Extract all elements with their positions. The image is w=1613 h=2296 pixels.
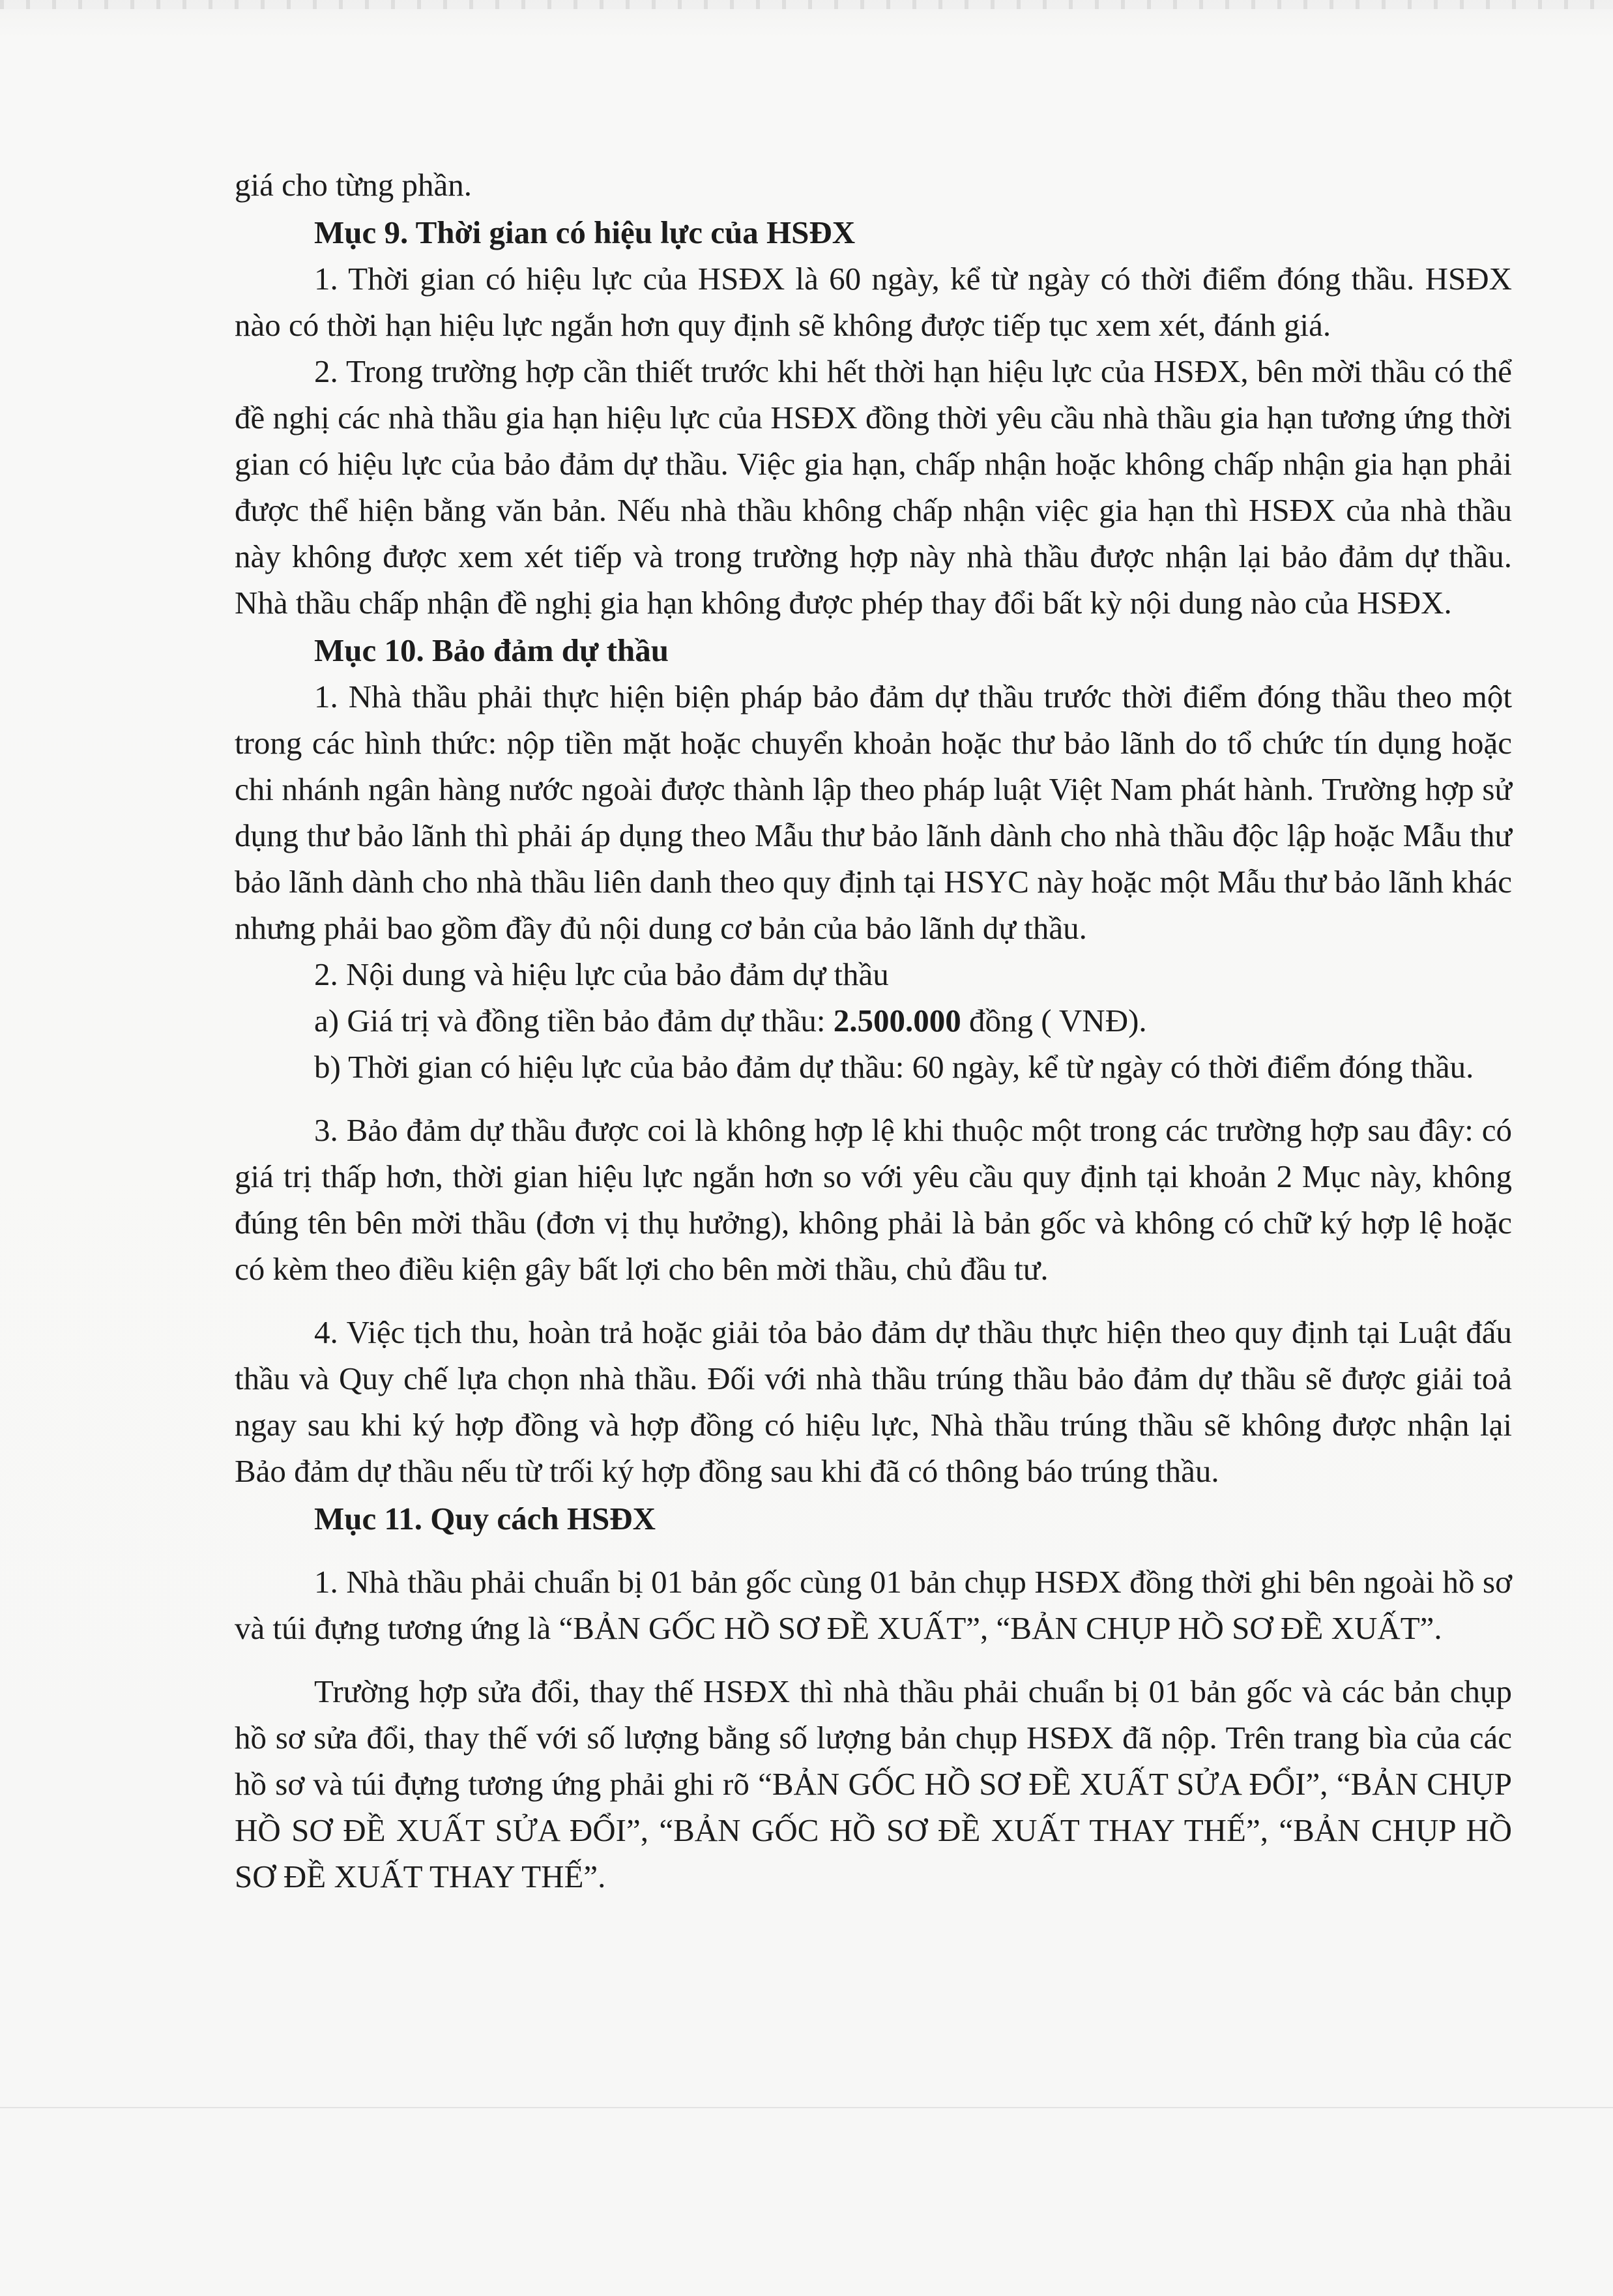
section-heading-9: Mục 9. Thời gian có hiệu lực của HSĐX: [314, 214, 856, 250]
paragraph-continuation: giá cho từng phần.: [235, 167, 472, 203]
section-heading-10: Mục 10. Bảo đảm dự thầu: [314, 632, 669, 668]
document-body: [235, 162, 1512, 1900]
amount-prefix: a) Giá trị và đồng tiền bảo đảm dự thầu:: [314, 1003, 834, 1038]
paragraph-11-2: Trường hợp sửa đổi, thay thế HSĐX thì nhà thầu phải chuẩn bị 01 bản gốc và các bản chụp hồ sơ sửa đổi, thay thế với số lượng bằng số lượng bản chụp HSĐX đã nộp. Trên trang bìa của các hồ sơ và túi đựng tương ứng phải ghi rõ “BẢN GỐC HỒ SƠ ĐỀ XUẤT SỬA ĐỔI”, “BẢN CHỤP HỒ SƠ ĐỀ XUẤT SỬA ĐỔI”, “BẢN GỐC HỒ SƠ ĐỀ XUẤT THAY THẾ”, “BẢN CHỤP HỒ SƠ ĐỀ XUẤT THAY THẾ”.: [235, 1673, 1512, 1894]
scan-edge-artifact: [0, 0, 1613, 9]
paragraph-10-1: 1. Nhà thầu phải thực hiện biện pháp bảo đảm dự thầu trước thời điểm đóng thầu theo một trong các hình thức: nộp tiền mặt hoặc chuyển khoản hoặc thư bảo lãnh do tổ chức tín dụng hoặc chi nhánh ngân hàng nước ngoài được thành lập theo pháp luật Việt Nam phát hành. Trường hợp sử dụng thư bảo lãnh thì phải áp dụng theo Mẫu thư bảo lãnh dành cho nhà thầu độc lập hoặc Mẫu thư bảo lãnh dành cho nhà thầu liên danh theo quy định tại HSYC này hoặc một Mẫu thư bảo lãnh khác nhưng phải bao gồm đầy đủ nội dung cơ bản của bảo lãnh dự thầu.: [235, 679, 1512, 946]
paragraph-10-2b: b) Thời gian có hiệu lực của bảo đảm dự thầu: 60 ngày, kể từ ngày có thời điểm đóng thầu.: [314, 1049, 1474, 1085]
paragraph-10-4: 4. Việc tịch thu, hoàn trả hoặc giải tỏa bảo đảm dự thầu thực hiện theo quy định tại Luật đấu thầu và Quy chế lựa chọn nhà thầu. Đối với nhà thầu trúng thầu bảo đảm dự thầu sẽ được giải toả ngay sau khi ký hợp đồng và hợp đồng có hiệu lực, Nhà thầu trúng thầu sẽ không được nhận lại Bảo đảm dự thầu nếu từ trối ký hợp đồng sau khi đã có thông báo trúng thầu.: [235, 1314, 1512, 1489]
bid-security-amount: 2.500.000: [833, 1003, 961, 1038]
amount-suffix: đồng ( VNĐ).: [961, 1003, 1147, 1038]
paragraph-10-2a: [235, 997, 1512, 1044]
paragraph-9-1: 1. Thời gian có hiệu lực của HSĐX là 60 ngày, kể từ ngày có thời điểm đóng thầu. HSĐX nào có thời hạn hiệu lực ngắn hơn quy định sẽ không được tiếp tục xem xét, đánh giá.: [235, 261, 1512, 343]
paragraph-10-2: 2. Nội dung và hiệu lực của bảo đảm dự thầu: [314, 956, 889, 992]
paragraph-10-3: 3. Bảo đảm dự thầu được coi là không hợp lệ khi thuộc một trong các trường hợp sau đây: có giá trị thấp hơn, thời gian hiệu lực ngắn hơn so với yêu cầu quy định tại khoản 2 Mục này, không đúng tên bên mời thầu (đơn vị thụ hưởng), không phải là bản gốc và không có chữ ký hợp lệ hoặc có kèm theo điều kiện gây bất lợi cho bên mời thầu, chủ đầu tư.: [235, 1112, 1512, 1287]
section-heading-11: Mục 11. Quy cách HSĐX: [314, 1501, 656, 1537]
scan-fold-line: [0, 2107, 1613, 2108]
paragraph-9-2: 2. Trong trường hợp cần thiết trước khi hết thời hạn hiệu lực của HSĐX, bên mời thầu có thể đề nghị các nhà thầu gia hạn hiệu lực của HSĐX đồng thời yêu cầu nhà thầu gia hạn tương ứng thời gian có hiệu lực của bảo đảm dự thầu. Việc gia hạn, chấp nhận hoặc không chấp nhận gia hạn phải được thể hiện bằng văn bản. Nếu nhà thầu không chấp nhận việc gia hạn thì HSĐX của nhà thầu này không được xem xét tiếp và trong trường hợp này nhà thầu được nhận lại bảo đảm dự thầu. Nhà thầu chấp nhận đề nghị gia hạn không được phép thay đổi bất kỳ nội dung nào của HSĐX.: [235, 353, 1512, 621]
paragraph-11-1: 1. Nhà thầu phải chuẩn bị 01 bản gốc cùng 01 bản chụp HSĐX đồng thời ghi bên ngoài hồ sơ và túi đựng tương ứng là “BẢN GỐC HỒ SƠ ĐỀ XUẤT”, “BẢN CHỤP HỒ SƠ ĐỀ XUẤT”.: [235, 1564, 1512, 1646]
